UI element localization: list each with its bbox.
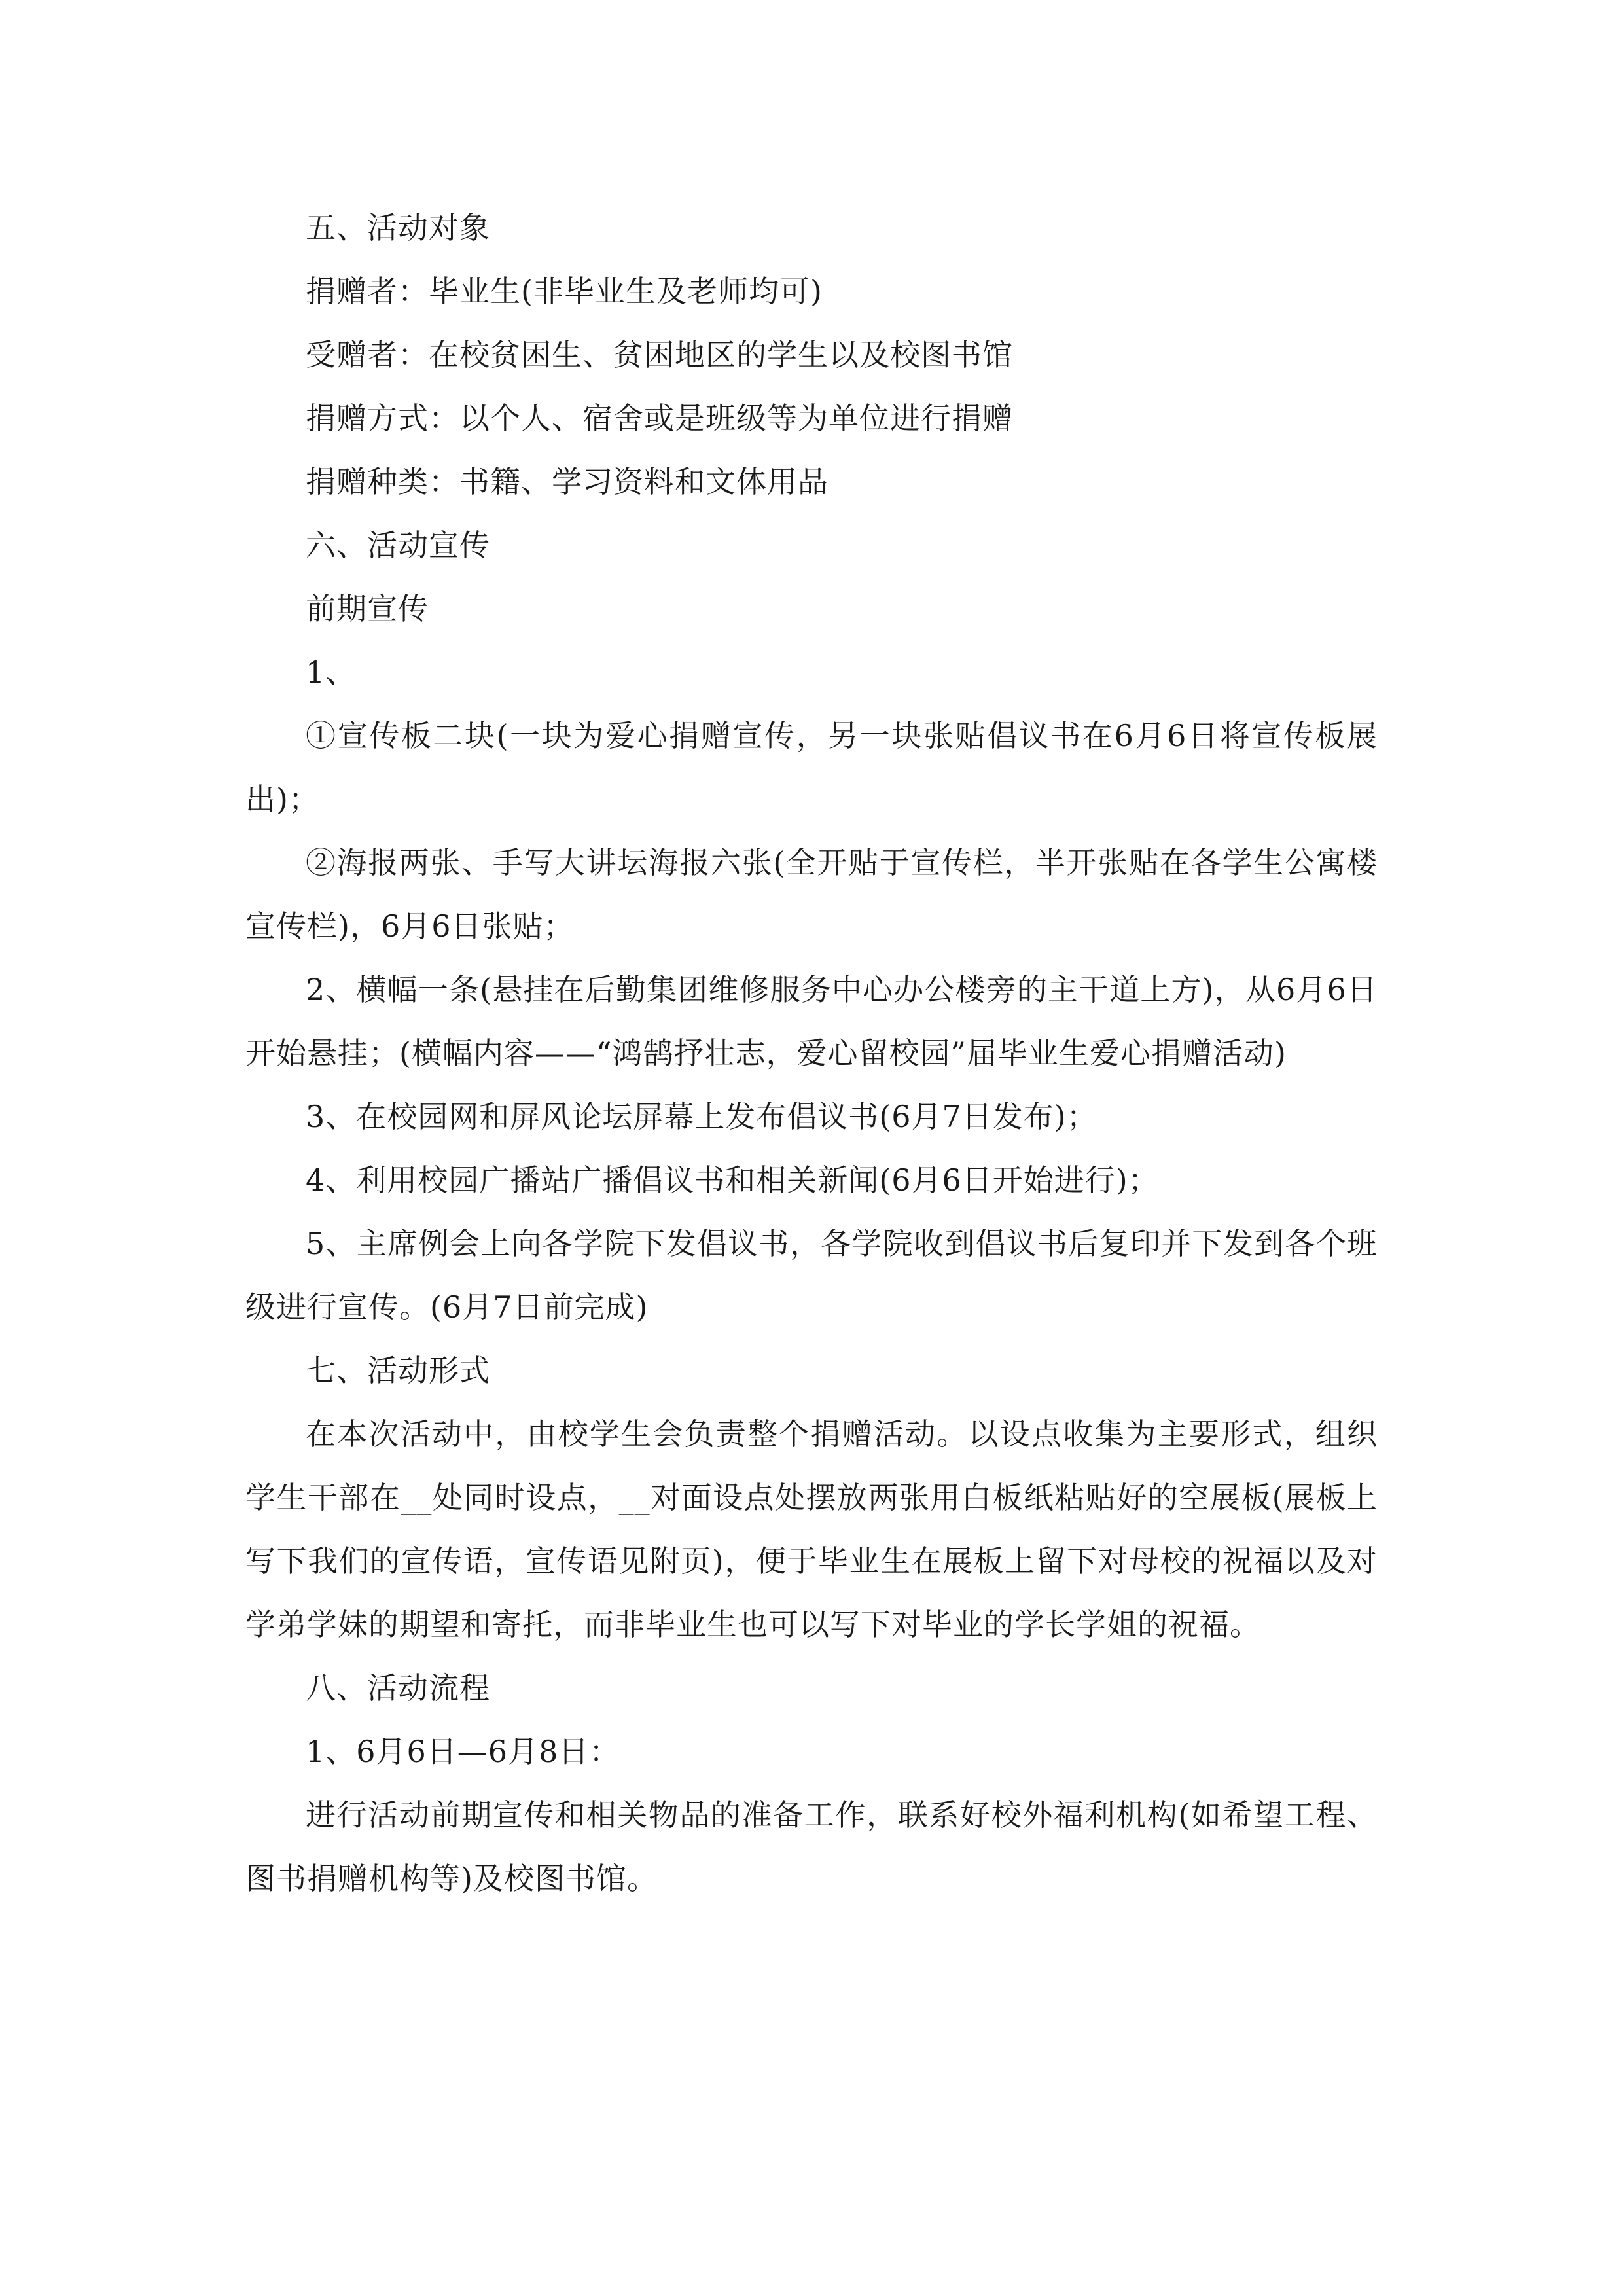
paragraph-donation-types: 捐赠种类：书籍、学习资料和文体用品 xyxy=(306,464,829,499)
section-heading-activity-target: 五、活动对象 xyxy=(306,210,490,245)
section-heading-activity-form: 七、活动形式 xyxy=(306,1353,490,1388)
paragraph-campus-network: 3、在校园网和屏风论坛屏幕上发布倡议书(6月7日发布)； xyxy=(306,1099,1097,1134)
paragraph-preparation: 进行活动前期宣传和相关物品的准备工作，联系好校外福利机构(如希望工程、图书捐赠机构等)及校图书馆。 xyxy=(245,1797,1378,1896)
paragraph-banner: 2、横幅一条(悬挂在后勤集团维修服务中心办公楼旁的主干道上方)，从6月6日开始悬挂；(横幅内容——“鸿鹄抒壮志，爱心留校园”届毕业生爱心捐赠活动) xyxy=(245,972,1378,1071)
paragraph-activity-form: 在本次活动中，由校学生会负责整个捐赠活动。以设点收集为主要形式，组织学生干部在__处同时设点，__对面设点处摆放两张用白板纸粘贴好的空展板(展板上写下我们的宣传语，宣传语见附页)，便于毕业生在展板上留下对母校的祝福以及对学弟学妹的期望和寄托，而非毕业生也可以写下对毕业的学长学姐的祝福。 xyxy=(245,1416,1378,1642)
section-heading-publicity: 六、活动宣传 xyxy=(306,528,490,563)
paragraph-radio-station: 4、利用校园广播站广播倡议书和相关新闻(6月6日开始进行)； xyxy=(306,1162,1159,1198)
document-body xyxy=(245,196,1378,1910)
paragraph-process-dates: 1、6月6日—6月8日： xyxy=(306,1734,620,1769)
list-number-1: 1、 xyxy=(306,655,357,690)
paragraph-chair-meeting: 5、主席例会上向各学院下发倡议书，各学院收到倡议书后复印并下发到各个班级进行宣传。(6月7日前完成) xyxy=(245,1226,1378,1325)
paragraph-publicity-boards: ①宣传板二块(一块为爱心捐赠宣传，另一块张贴倡议书在6月6日将宣传板展出)； xyxy=(245,718,1378,817)
subheading-early-publicity: 前期宣传 xyxy=(306,591,429,626)
section-heading-activity-process: 八、活动流程 xyxy=(306,1670,490,1706)
paragraph-donor: 捐赠者：毕业生(非毕业生及老师均可) xyxy=(306,274,823,309)
paragraph-posters: ②海报两张、手写大讲坛海报六张(全开贴于宣传栏，半开张贴在各学生公寓楼宣传栏)，6月6日张贴； xyxy=(245,845,1378,944)
paragraph-recipient: 受赠者：在校贫困生、贫困地区的学生以及校图书馆 xyxy=(306,337,1013,372)
paragraph-donation-method: 捐赠方式：以个人、宿舍或是班级等为单位进行捐赠 xyxy=(306,401,1013,436)
